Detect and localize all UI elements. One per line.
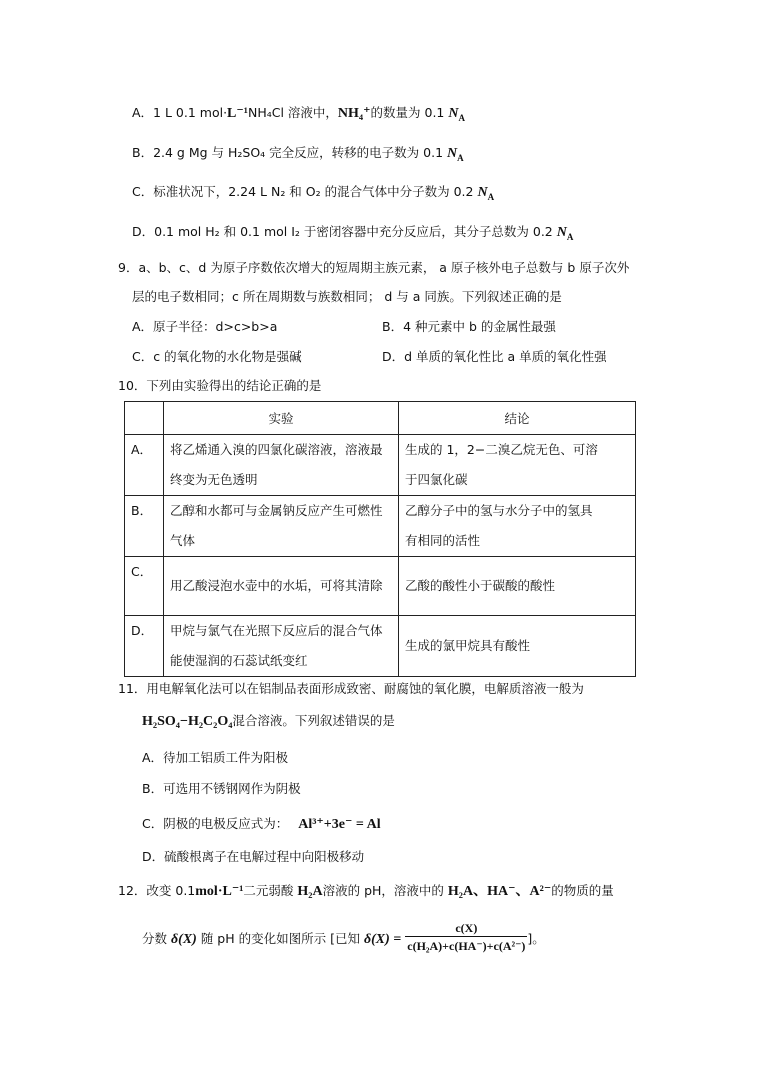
row-option: B． (125, 496, 164, 557)
table-row (125, 435, 636, 496)
header-experiment: 实验 (164, 402, 399, 435)
q12-delta-def: δ(X) = (363, 932, 402, 947)
avogadro-symbol: $N_A$ (447, 146, 464, 163)
table-row (125, 616, 636, 677)
q11-option-d: D．硫酸根离子在电解过程中向阳极移动 (142, 849, 365, 864)
row-experiment: 乙醇和水都可与金属钠反应产生可燃性 气体 (164, 496, 399, 557)
avogadro-symbol: $N_A$ (477, 185, 495, 202)
q12-stem-line1 (118, 882, 614, 901)
q8-a-post: 的数量为 0.1 (370, 105, 445, 120)
q9-stem-line1: 9．a、b、c、d 为原子序数依次增大的短周期主族元素， a 原子核外电子总数与 b 原子次外 (118, 260, 630, 275)
q12-species: H₂A、HA⁻、A²⁻ (447, 884, 552, 899)
q12-fraction (405, 920, 527, 955)
q9-option-b: B．4 种元素中 b 的金属性最强 (382, 319, 556, 334)
fraction-denominator: c(H₂A)+c(HA⁻)+c(A²⁻) (407, 939, 526, 953)
q12-line2-post: ]。 (527, 931, 545, 946)
row-conclusion: 乙酸的酸性小于碳酸的酸性 (399, 557, 636, 616)
q8-c-text: C．标准状况下，2.24 L N₂ 和 O₂ 的混合气体中分子数为 0.2 (132, 184, 474, 199)
q8-a-ion: NH₄⁺ (337, 106, 371, 121)
q9-option-d: D．d 单质的氧化性比 a 单质的氧化性强 (382, 349, 607, 364)
q12-acid: H₂A (297, 884, 323, 899)
avogadro-symbol: $N_A$ (556, 225, 574, 242)
q11-option-a: A．待加工铝质工件为阳极 (142, 750, 289, 765)
q8-d-text: D．0.1 mol H₂ 和 0.1 mol I₂ 于密闭容器中充分反应后，其分子总数为 0.2 (132, 224, 553, 239)
q11-stem-post: 混合溶液。下列叙述错误的是 (232, 713, 395, 728)
row-experiment: 用乙酸浸泡水壶中的水垢，可将其清除 (164, 557, 399, 616)
q8-option-c (132, 183, 494, 202)
q12-mid: 二元弱酸 (243, 883, 294, 898)
table-row (125, 557, 636, 616)
row-experiment: 甲烷与氯气在光照下反应后的混合气体 能使湿润的石蕊试纸变红 (164, 616, 399, 677)
q12-line2-pre: 分数 (142, 931, 168, 946)
row-option: C． (125, 557, 164, 616)
q11-stem-line2 (142, 712, 395, 731)
header-conclusion: 结论 (399, 402, 636, 435)
q12-delta: δ(X) (171, 932, 197, 947)
table-row (125, 496, 636, 557)
row-conclusion: 生成的氯甲烷具有酸性 (399, 616, 636, 677)
q12-mid2: 溶液的 pH，溶液中的 (322, 883, 444, 898)
fraction-numerator: c(X) (405, 920, 527, 937)
q11-formula: H₂SO₄−H₂C₂O₄ (142, 714, 233, 729)
q8-option-a (132, 104, 465, 123)
q11-stem-line1: 11．用电解氧化法可以在铝制品表面形成致密、耐腐蚀的氧化膜，电解质溶液一般为 (118, 681, 584, 696)
q8-option-d (132, 223, 573, 242)
q12-line2-mid: 随 pH 的变化如图所示 [已知 (200, 931, 360, 946)
row-option: A． (125, 435, 164, 496)
q10-stem: 10．下列由实验得出的结论正确的是 (118, 378, 322, 393)
q8-b-text: B．2.4 g Mg 与 H₂SO₄ 完全反应，转移的电子数为 0.1 (132, 145, 444, 160)
avogadro-symbol: $N_A$ (448, 106, 465, 123)
q9-stem-line2: 层的电子数相同；c 所在周期数与族数相同； d 与 a 同族。下列叙述正确的是 (132, 289, 562, 304)
q12-unit: mol·L⁻¹ (195, 884, 244, 899)
header-option (125, 402, 164, 435)
q8-option-b (132, 144, 464, 163)
q11-c-equation: Al³⁺+3e⁻ = Al (298, 817, 381, 832)
q8-a-text: A．1 L 0.1 mol· (132, 105, 228, 120)
q12-pre: 12．改变 0.1 (118, 883, 196, 898)
q12-stem-line2 (142, 922, 545, 957)
q12-post: 的物质的量 (551, 883, 614, 898)
q10-experiment-table (124, 401, 636, 677)
table-header-row (125, 402, 636, 435)
q11-c-text: C．阴极的电极反应式为： (142, 816, 289, 831)
row-conclusion: 乙醇分子中的氢与水分子中的氢具 有相同的活性 (399, 496, 636, 557)
row-experiment: 将乙烯通入溴的四氯化碳溶液，溶液最 终变为无色透明 (164, 435, 399, 496)
row-conclusion: 生成的 1，2−二溴乙烷无色、可溶 于四氯化碳 (399, 435, 636, 496)
q11-option-b: B．可选用不锈钢网作为阴极 (142, 781, 301, 796)
row-option: D． (125, 616, 164, 677)
q9-option-a: A．原子半径：d>c>b>a (132, 319, 278, 334)
q11-option-c (142, 815, 381, 834)
q8-a-unit: L⁻¹ (227, 106, 248, 121)
q9-option-c: C．c 的氧化物的水化物是强碱 (132, 349, 302, 364)
q8-a-mid: NH₄Cl 溶液中， (247, 105, 338, 120)
